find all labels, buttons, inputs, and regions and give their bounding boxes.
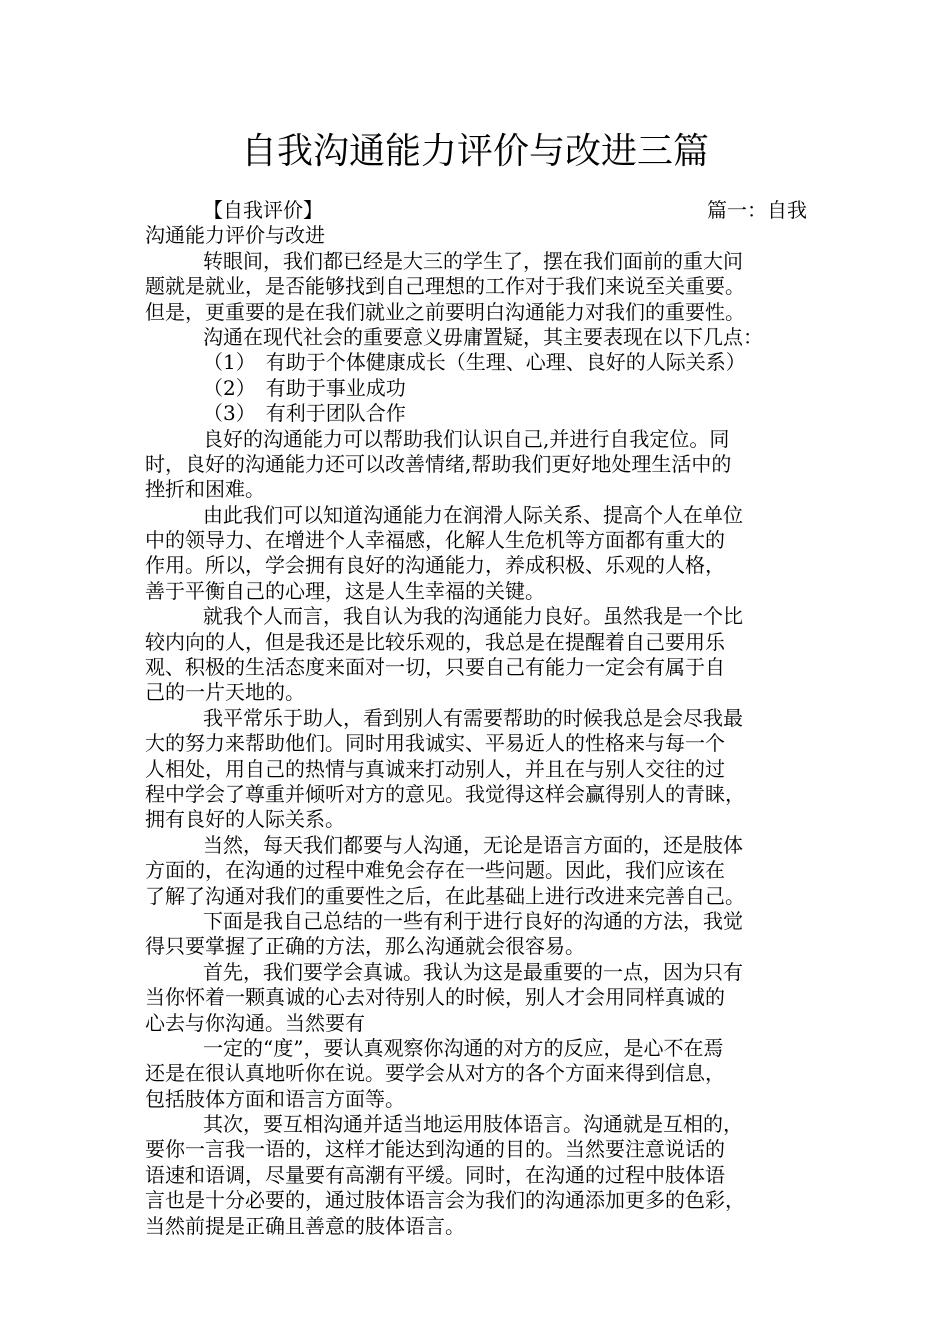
text-line: 其次，要互相沟通并适当地运用肢体语言。沟通就是互相的， (203, 1112, 743, 1137)
text-line: 中的领导力、在增进个人幸福感，化解人生危机等方面都有重大的 (145, 528, 725, 553)
text-line: 程中学会了尊重并倾听对方的意见。我觉得这样会赢得别人的青睐， (145, 781, 745, 806)
text-line: 语速和语调，尽量要有高潮有平缓。同时，在沟通的过程中肢体语 (145, 1162, 725, 1187)
document-title: 自我沟通能力评价与改进三篇 (240, 131, 709, 172)
text-line: 良好的沟通能力可以帮助我们认识自己,并进行自我定位。同 (203, 426, 730, 451)
paragraph-lines (145, 249, 815, 1239)
text-line: 要你一言我一语的，这样才能达到沟通的目的。当然要注意说话的 (145, 1137, 725, 1162)
text-line: 时，良好的沟通能力还可以改善情绪,帮助我们更好地处理生活中的 (145, 451, 732, 476)
text-line: 一定的“度”，要认真观察你沟通的对方的反应，是心不在焉 (203, 1035, 724, 1060)
text-line: 作用。所以，学会拥有良好的沟通能力，养成积极、乐观的人格， (145, 553, 725, 578)
text-line: 当然，每天我们都要与人沟通，无论是语言方面的，还是肢体 (203, 832, 743, 857)
text-line: 言也是十分必要的，通过肢体语言会为我们的沟通添加更多的色彩， (145, 1188, 745, 1213)
text-line: 下面是我自己总结的一些有利于进行良好的沟通的方法，我觉 (203, 908, 743, 933)
text-line: 当你怀着一颗真诚的心去对待别人的时候，别人才会用同样真诚的 (145, 985, 725, 1010)
text-line: 得只要掌握了正确的方法，那么沟通就会很容易。 (145, 934, 585, 959)
text-line: （1） 有助于个体健康成长（生理、心理、良好的人际关系） (203, 350, 746, 375)
text-line: 人相处，用自己的热情与真诚来打动别人，并且在与别人交往的过 (145, 756, 725, 781)
text-line: （3） 有利于团队合作 (203, 401, 406, 426)
text-line: 由此我们可以知道沟通能力在润滑人际关系、提高个人在单位 (203, 502, 743, 527)
text-line: 当然前提是正确且善意的肢体语言。 (145, 1213, 465, 1238)
text-line: 就我个人而言，我自认为我的沟通能力良好。虽然我是一个比 (203, 604, 743, 629)
section-heading-continuation: 沟通能力评价与改进 (145, 223, 325, 248)
text-line: 沟通在现代社会的重要意义毋庸置疑，其主要表现在以下几点： (203, 324, 763, 349)
text-line: 了解了沟通对我们的重要性之后，在此基础上进行改进来完善自己。 (145, 883, 745, 908)
document-body (145, 198, 815, 1239)
text-line: （2） 有助于事业成功 (203, 375, 406, 400)
section-label: 【自我评价】 (203, 198, 323, 222)
text-line: 拥有良好的人际关系。 (145, 807, 345, 832)
text-line: 题就是就业，是否能够找到自己理想的工作对于我们来说至关重要。 (145, 274, 745, 299)
text-line: 较内向的人，但是我还是比较乐观的，我总是在提醒着自己要用乐 (145, 629, 725, 654)
text-line: 还是在很认真地听你在说。要学会从对方的各个方面来得到信息， (145, 1061, 725, 1086)
section-heading-start: 篇一：自我 (707, 198, 807, 222)
text-line: 观、积极的生活态度来面对一切，只要自己有能力一定会有属于自 (145, 655, 725, 680)
text-line: 我平常乐于助人，看到别人有需要帮助的时候我总是会尽我最 (203, 705, 743, 730)
text-line: 大的努力来帮助他们。同时用我诚实、平易近人的性格来与每一个 (145, 731, 725, 756)
text-line: 包括肢体方面和语言方面等。 (145, 1086, 405, 1111)
text-line: 首先，我们要学会真诚。我认为这是最重要的一点，因为只有 (203, 959, 743, 984)
text-line: 挫折和困难。 (145, 477, 265, 502)
text-line: 但是，更重要的是在我们就业之前要明白沟通能力对我们的重要性。 (145, 299, 745, 324)
text-line: 善于平衡自己的心理，这是人生幸福的关键。 (145, 578, 545, 603)
text-line: 方面的，在沟通的过程中难免会存在一些问题。因此，我们应该在 (145, 858, 725, 883)
text-line: 己的一片天地的。 (145, 680, 305, 705)
text-line: 心去与你沟通。当然要有 (145, 1010, 365, 1035)
text-line: 转眼间，我们都已经是大三的学生了，摆在我们面前的重大问 (203, 248, 743, 273)
section-header-row (145, 198, 815, 223)
